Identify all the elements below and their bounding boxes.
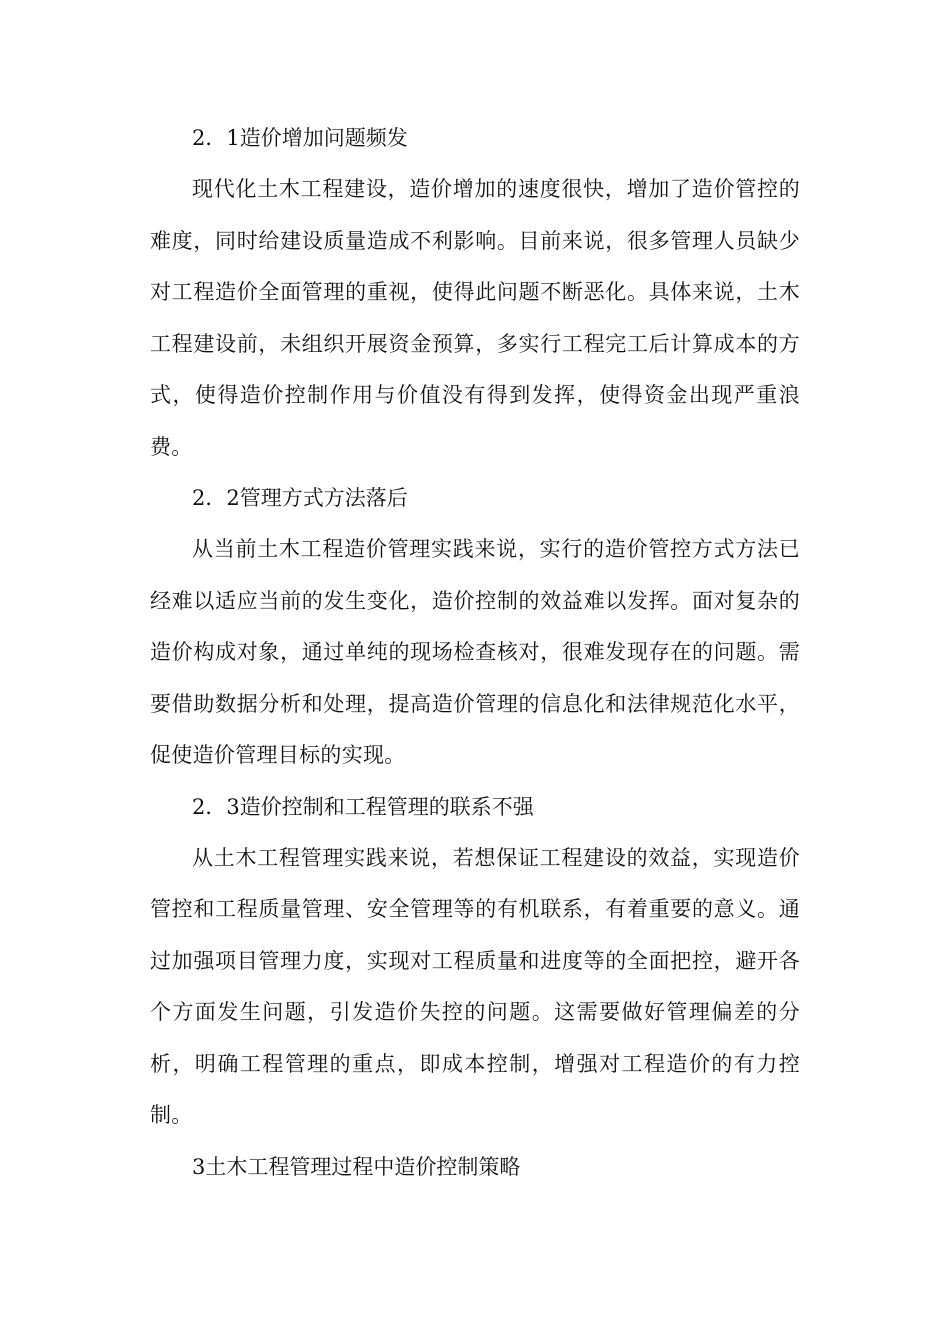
section-heading-2-2: 2．2管理方式方法落后 [192,486,408,510]
section-heading-2-1: 2．1造价增加问题频发 [192,126,408,150]
section-paragraph-2-3: 从土木工程管理实践来说，若想保证工程建设的效益，实现造价管控和工程质量管理、安全管理等的有机联系，有着重要的意义。通过加强项目管理力度，实现对工程质量和进度等的全面把控，避开各个方面发生问题，引发造价失控的问题。这需要做好管理偏差的分析，明确工程管理的重点，即成本控制，增强对工程造价的有力控制。 [150,845,800,1127]
section-paragraph-2-1: 现代化土木工程建设，造价增加的速度很快，增加了造价管控的难度，同时给建设质量造成不利影响。目前来说，很多管理人员缺少对工程造价全面管理的重视，使得此问题不断恶化。具体来说，土木工程建设前，未组织开展资金预算，多实行工程完工后计算成本的方式，使得造价控制作用与价值没有得到发挥，使得资金出现严重浪费。 [150,177,800,459]
document-body [150,113,800,1193]
section-paragraph-2-2: 从当前土木工程造价管理实践来说，实行的造价管控方式方法已经难以适应当前的发生变化，造价控制的效益难以发挥。面对复杂的造价构成对象，通过单纯的现场检查核对，很难发现存在的问题。需要借助数据分析和处理，提高造价管理的信息化和法律规范化水平，促使造价管理目标的实现。 [150,537,800,767]
section-heading-3: 3土木工程管理过程中造价控制策略 [192,1154,521,1179]
section-heading-2-3: 2．3造价控制和工程管理的联系不强 [192,794,534,819]
